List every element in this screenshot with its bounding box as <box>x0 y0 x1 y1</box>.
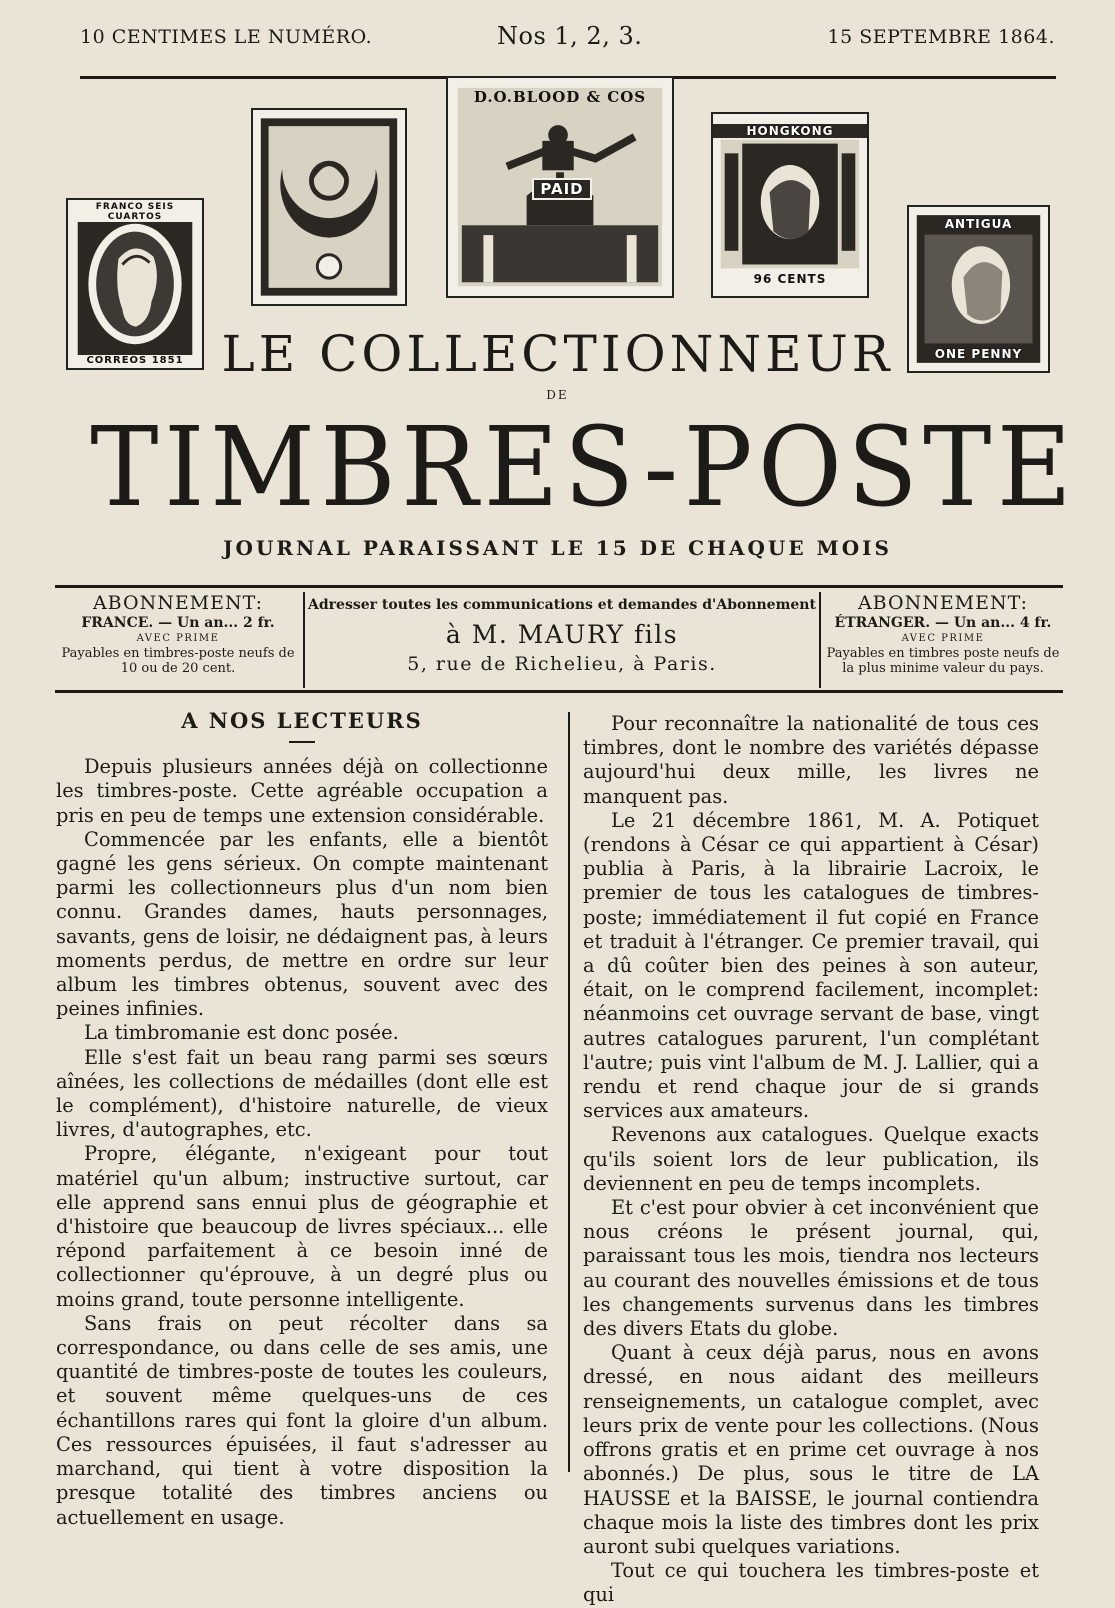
stamp-hongkong-portrait <box>713 114 867 296</box>
stamp-spain-bottom-text: CORREOS 1851 <box>68 355 202 366</box>
article-paragraph: Elle s'est fait un beau rang parmi ses sœurs aînées, les collections de médailles (dont elle est le complément), d'histoire naturelle, de vieux livres, d'autographes, etc. <box>56 1045 548 1142</box>
subscription-abroad-prime: AVEC PRIME <box>901 633 985 644</box>
band-top-rule <box>55 585 1063 588</box>
issue-date: 15 SEPTEMBRE 1864. <box>827 26 1055 48</box>
article-title: A NOS LECTEURS <box>181 708 423 733</box>
subscription-france-prime: AVEC PRIME <box>136 633 220 644</box>
subscription-abroad-heading: ABONNEMENT: <box>857 592 1029 614</box>
issue-price: 10 CENTIMES LE NUMÉRO. <box>80 26 373 48</box>
subscription-abroad-rate: ÉTRANGER. — Un an... 4 fr. <box>834 615 1052 631</box>
article-paragraph: Depuis plusieurs années déjà on collectionne les timbres-poste. Cette agréable occupation a pris en peu de temps une extension considérable. <box>56 755 548 827</box>
stamp-blood-paid-badge: PAID <box>532 178 592 200</box>
stamp-hongkong-bottom-text: 96 CENTS <box>713 272 867 286</box>
masthead-subtitle: JOURNAL PARAISSANT LE 15 DE CHAQUE MOIS <box>223 536 892 560</box>
masthead-title-line1: LE COLLECTIONNEUR <box>221 325 894 383</box>
stamp-blood <box>446 76 674 298</box>
subscription-abroad <box>823 592 1063 676</box>
article-paragraph: Quant à ceux déjà parus, nous en avons dressé, en nous aidant des meilleurs renseignements, un catalogue complet, avec leurs prix de vente pour les collections. (Nous offrons gratis et en prime cet ouvrage à nos abonnés.) De plus, sous le titre de LA HAUSSE et la BAISSE, le journal contiendra chaque mois la liste des timbres dont les prix auront subi quelques variations. <box>583 1341 1039 1558</box>
stamp-antigua-top-text: ANTIGUA <box>944 217 1013 231</box>
band-divider-left <box>303 592 305 688</box>
title-dash <box>289 741 315 743</box>
stamp-spain-top-text: FRANCO SEIS CUARTOS <box>68 202 202 222</box>
band-divider-right <box>819 592 821 688</box>
subscription-abroad-note: Payables en timbres poste neufs de la plus minime valeur du pays. <box>826 646 1060 676</box>
subscription-band <box>55 590 1063 690</box>
article-paragraph: Revenons aux catalogues. Quelque exacts qu'ils soient lors de leur publication, ils deviennent en peu de temps incomplets. <box>583 1123 1039 1195</box>
article-column-right <box>583 712 1039 1608</box>
stamp-antigua-bottom-text: ONE PENNY <box>934 347 1023 361</box>
masthead-title-line2: TIMBRES-POSTE <box>90 403 1078 531</box>
band-bottom-rule <box>55 690 1063 693</box>
article-paragraph: Propre, élégante, n'exigeant pour tout matériel qu'un album; instructive surtout, car elle apprend sans ennui plus de géographie et d'histoire que beaucoup de livres spéciaux... elle répond parfaitement à ce besoin inné de collectionner qu'éprouve, à un degré plus ou moins grand, toute personne intelligente. <box>56 1142 548 1311</box>
header-line <box>80 22 1055 56</box>
stamp-blood-top-text: D.O.BLOOD & COS <box>473 88 647 106</box>
address-intro: Adresser toutes les communications et demandes d'Abonnement <box>308 597 816 613</box>
column-divider <box>568 712 570 1472</box>
stamp-hongkong <box>711 112 869 298</box>
masthead-title-de: DE <box>546 388 569 402</box>
article-paragraph: Et c'est pour obvier à cet inconvénient que nous créons le présent journal, qui, paraissant tous les mois, tiendra nos lecteurs au courant des nouvelles émissions et de tous les changements survenus dans les timbres des divers Etats du globe. <box>583 1196 1039 1341</box>
address-name: à M. MAURY fils <box>445 620 679 649</box>
article-paragraph: Commencée par les enfants, elle a bientôt gagné les gens sérieux. On compte maintenant parmi les collectionneurs plus d'un nom bien connu. Grandes dames, hauts personnages, savants, gens de loisir, ne dédaignent pas, à leurs moments perdus, de mettre en ordre sur leur album les timbres obtenus, souvent avec des peines infinies. <box>56 827 548 1021</box>
issue-numbers: Nos 1, 2, 3. <box>497 22 643 50</box>
article-column-left <box>56 705 548 1530</box>
article-paragraph: Sans frais on peut récolter dans sa correspondance, ou dans celle de ses amis, une quantité de timbres-poste de toutes les couleurs, et souvent même quelques-uns de ces échantillons rares qui font la gloire d'un album. Ces ressources épuisées, il faut s'adresser au marchand, qui tient à votre disposition la presque totalité des timbres anciens ou actuellement en usage. <box>56 1311 548 1529</box>
stamp-turkey <box>251 108 407 306</box>
subscription-france <box>55 592 301 676</box>
stamp-turkey-crescent <box>253 110 405 304</box>
stamp-hongkong-top-text: HONGKONG <box>713 124 867 138</box>
article-paragraph: Le 21 décembre 1861, M. A. Potiquet (rendons à César ce qui appartient à César) publia à Paris, à la librairie Lacroix, le premier de tous les catalogues de timbres-poste; immédiatement il fut copié en France et traduit à l'étranger. Ce premier travail, qui a dû coûter bien des peines à son auteur, était, on le comprend facilement, incomplet: néanmoins cet ouvrage servant de base, vingt autres catalogues parurent, l'un complétant l'autre; puis vint l'album de M. J. Lallier, qui a rendu et rend chaque jour de si grands services aux amateurs. <box>583 808 1039 1123</box>
subscription-france-note: Payables en timbres-poste neufs de 10 ou de 20 cent. <box>61 646 295 676</box>
article-paragraph: La timbromanie est donc posée. <box>84 1021 399 1045</box>
subscription-france-rate: FRANCE. — Un an... 2 fr. <box>81 615 275 631</box>
subscription-france-heading: ABONNEMENT: <box>92 592 264 614</box>
article-paragraph: Tout ce qui touchera les timbres-poste et qui <box>583 1559 1039 1607</box>
address-street: 5, rue de Richelieu, à Paris. <box>407 653 717 675</box>
article-paragraph: Pour reconnaître la nationalité de tous ces timbres, dont le nombre des variétés dépasse aujourd'hui deux mille, les livres ne manquent pas. <box>583 712 1039 808</box>
subscription-address <box>307 592 817 676</box>
